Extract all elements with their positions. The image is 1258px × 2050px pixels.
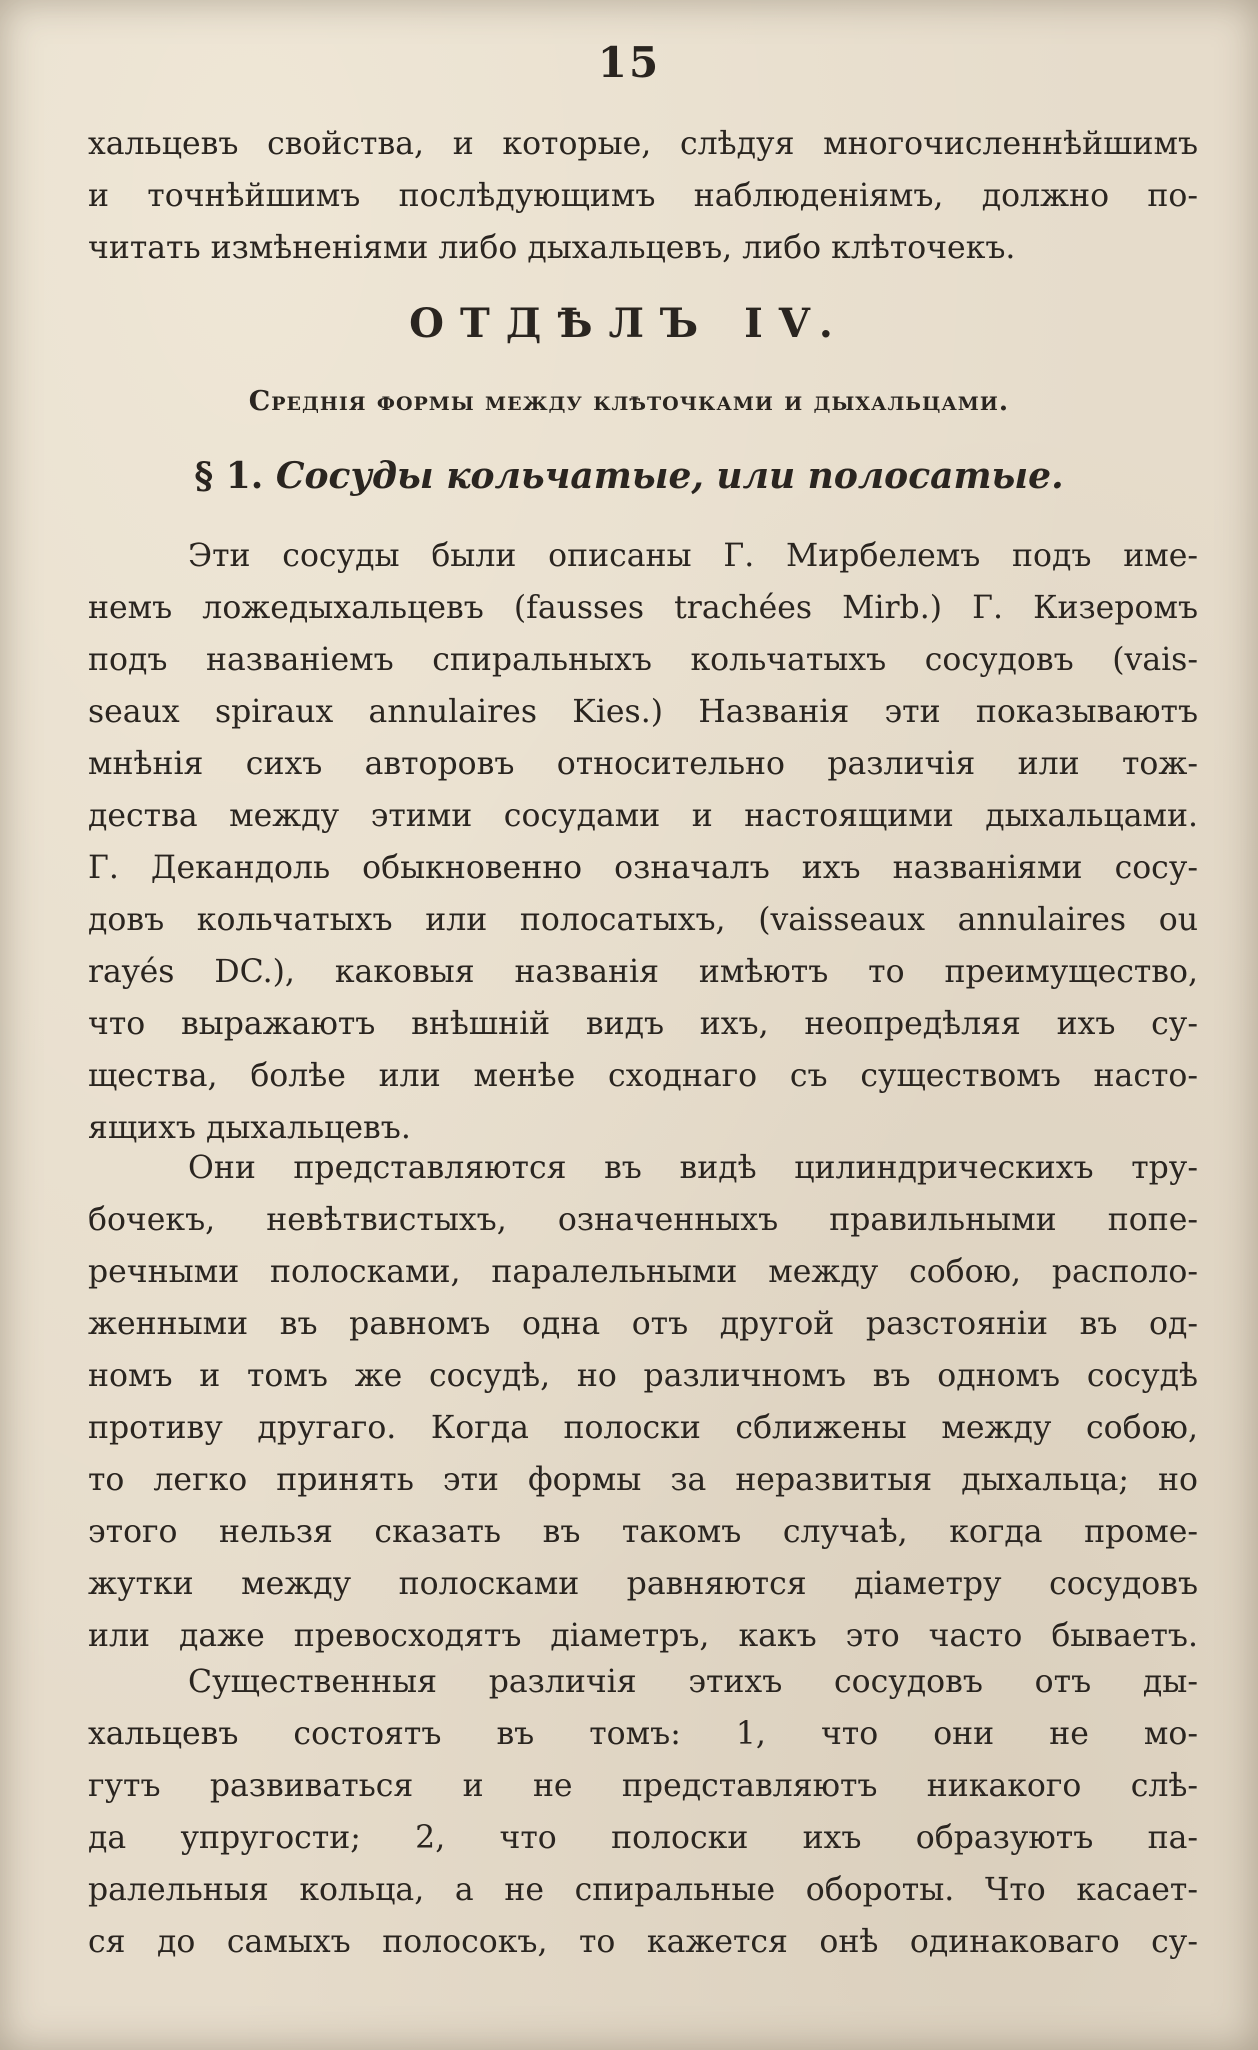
text-line: немъ ложедыхальцевъ (fausses trachées Mirb.) Г. Кизеромъ <box>88 590 1198 626</box>
text-line: хальцевъ свойства, и которые, слѣдуя многочисленнѣйшимъ <box>88 126 1198 162</box>
text-line: речными полосками, паралельными между собою, располо- <box>88 1254 1198 1290</box>
text-line: seaux spiraux annulaires Kies.) Названія эти показываютъ <box>88 694 1198 730</box>
text-line: бочекъ, невѣтвистыхъ, означенныхъ правильными попе- <box>88 1202 1198 1238</box>
text-line: ралельныя кольца, а не спиральные обороты. Что касает- <box>88 1872 1198 1908</box>
text-line: да упругости; 2, что полоски ихъ образуютъ па- <box>88 1820 1198 1856</box>
text-line: гутъ развиваться и не представляютъ никакого слѣ- <box>88 1768 1198 1804</box>
text-line: жутки между полосками равняются діаметру сосудовъ <box>88 1566 1198 1602</box>
paragraph-2 <box>88 1142 1198 1662</box>
text-line: щества, болѣе или менѣе сходнаго съ существомъ насто- <box>88 1058 1198 1094</box>
subsection-title: Сосуды кольчатые, или полосатые. <box>275 455 1064 497</box>
text-line: Они представляются въ видѣ цилиндрическихъ тру- <box>188 1150 1198 1186</box>
text-line: или даже превосходятъ діаметръ, какъ это часто бываетъ. <box>88 1618 1198 1654</box>
paragraph-1 <box>88 530 1198 1154</box>
text-line: довъ кольчатыхъ или полосатыхъ, (vaisseaux annulaires ou <box>88 902 1198 938</box>
text-line: противу другаго. Когда полоски сближены между собою, <box>88 1410 1198 1446</box>
text-line: и точнѣйшимъ послѣдующимъ наблюденіямъ, должно по- <box>88 178 1198 214</box>
text-line: подъ названіемъ спиральныхъ кольчатыхъ сосудовъ (vais- <box>88 642 1198 678</box>
paragraph-3 <box>88 1656 1198 1968</box>
section-subtitle: Среднія формы между клѣточками и дыхальцами. <box>248 386 1010 417</box>
text-line: мнѣнія сихъ авторовъ относительно различія или тож- <box>88 746 1198 782</box>
subsection-heading <box>0 455 1258 497</box>
text-line: этого нельзя сказать въ такомъ случаѣ, когда проме- <box>88 1514 1198 1550</box>
paragraph-continued <box>88 118 1198 274</box>
section-title: ОТДѢЛЪ IV. <box>409 300 849 347</box>
text-line: ся до самыхъ полосокъ, то кажется онѣ одинаковаго су- <box>88 1924 1198 1960</box>
text-line: номъ и томъ же сосудѣ, но различномъ въ одномъ сосудѣ <box>88 1358 1198 1394</box>
text-line: rayés DC.), каковыя названія имѣютъ то преимущество, <box>88 954 1198 990</box>
page-number: 15 <box>597 38 661 87</box>
text-line: читать измѣненіями либо дыхальцевъ, либо клѣточекъ. <box>88 230 1016 266</box>
text-line: Эти сосуды были описаны Г. Мирбелемъ подъ име- <box>188 538 1198 574</box>
text-line: дества между этими сосудами и настоящими дыхальцами. <box>88 798 1198 834</box>
subsection-number: § 1. <box>194 455 264 497</box>
text-line: хальцевъ состоятъ въ томъ: 1, что они не мо- <box>88 1716 1198 1752</box>
text-line: Г. Декандоль обыкновенно означалъ ихъ названіями сосу- <box>88 850 1198 886</box>
text-line: то легко принять эти формы за неразвитыя дыхальца; но <box>88 1462 1198 1498</box>
text-line: что выражаютъ внѣшній видъ ихъ, неопредѣляя ихъ су- <box>88 1006 1198 1042</box>
text-line: ящихъ дыхальцевъ. <box>88 1110 411 1146</box>
text-line: Существенныя различія этихъ сосудовъ отъ ды- <box>188 1664 1198 1700</box>
text-line: женными въ равномъ одна отъ другой разстояніи въ од- <box>88 1306 1198 1342</box>
